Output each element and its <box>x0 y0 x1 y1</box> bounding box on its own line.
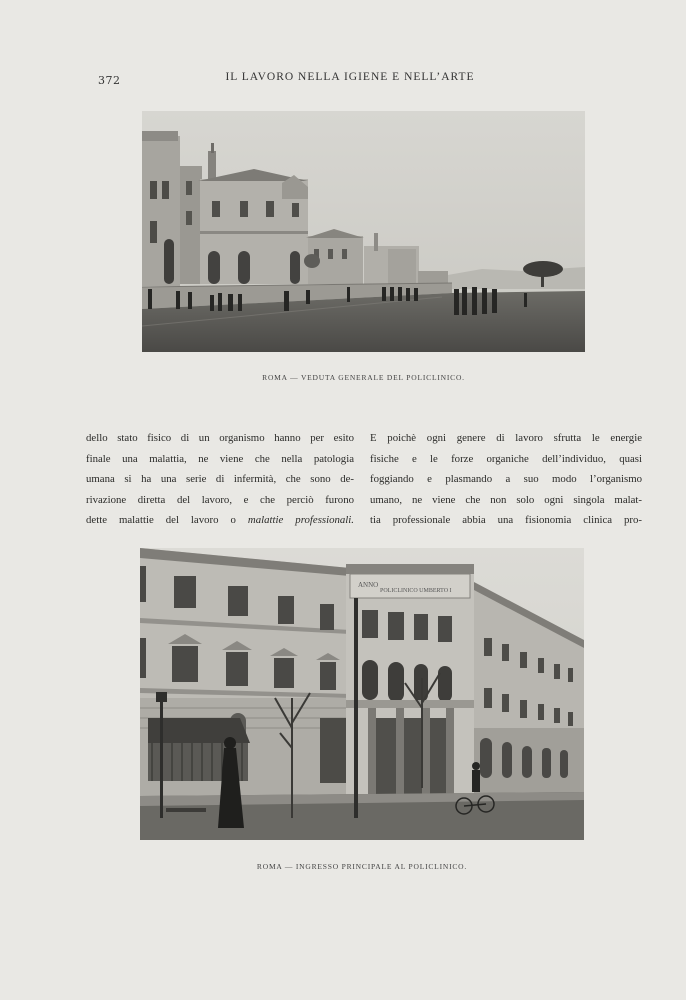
photo-general-view-illustration <box>142 111 585 352</box>
figure-caption-general-view: ROMA — VEDUTA GENERALE DEL POLICLINICO. <box>262 373 465 382</box>
body-text-right-column <box>370 428 642 531</box>
photo-main-entrance-illustration <box>140 548 584 840</box>
text-line: umana si ha una serie di infermità, che sono de- <box>86 473 354 485</box>
text-line: E poichè ogni genere di lavoro sfrutta le energie <box>370 432 642 444</box>
text-line: umano, ne viene che non solo ogni singola malat- <box>370 493 642 506</box>
photo-policlinico-main-entrance <box>140 548 584 840</box>
photo-policlinico-general-view <box>142 111 585 352</box>
body-text-left-column <box>86 428 354 531</box>
text-line: tia professionale abbia una fisionomia clinica pro- <box>370 514 642 526</box>
entrance-sign-top: ANNO <box>358 581 379 589</box>
figure-caption-main-entrance: ROMA — INGRESSO PRINCIPALE AL POLICLINICO. <box>256 862 468 871</box>
text-line: foggiando e plasmando a suo modo l’organismo <box>370 473 642 485</box>
text-line: rivazione diretta del lavoro, e che perciò furono <box>86 493 354 506</box>
text-line: dello stato fisico di un organismo hanno per esito <box>86 432 354 444</box>
text-line: fisiche e le forze organiche dell’individuo, quasi <box>370 452 642 465</box>
running-title: IL LAVORO NELLA IGIENE E NELL’ARTE <box>225 71 475 83</box>
text-italic-term: malattie professionali. <box>247 514 354 526</box>
text-line: finale una malattia, ne viene che nella patologia <box>86 452 354 465</box>
entrance-sign-main: POLICLINICO UMBERTO I <box>380 588 452 594</box>
page-number: 372 <box>98 74 121 87</box>
text-line-last <box>86 510 354 531</box>
text-plain: dette malattie del lavoro o <box>86 514 248 526</box>
